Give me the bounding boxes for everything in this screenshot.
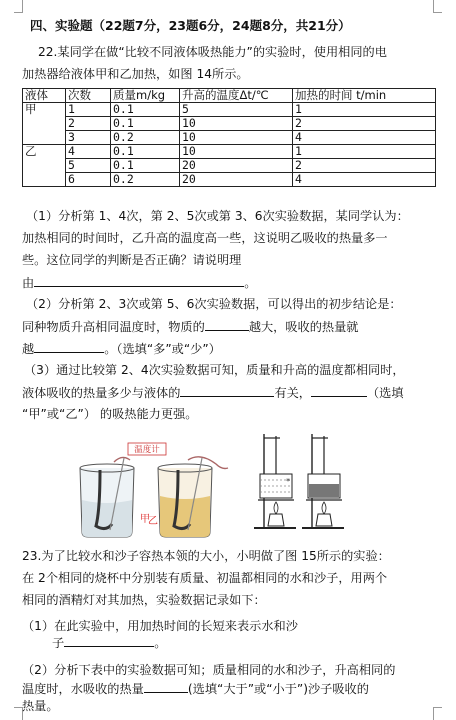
- corner-mark-top-left: [14, 0, 23, 13]
- table-row: [23, 159, 436, 173]
- answer-blank[interactable]: [205, 318, 249, 331]
- thermometer-label: 温度计: [134, 445, 160, 455]
- q22-part2-line2: [22, 318, 359, 335]
- table-header-cell: 质量m/kg: [111, 89, 180, 103]
- table-row: [23, 131, 436, 145]
- table-header-row: [23, 89, 436, 103]
- q22-part1-line4-text: 由: [22, 276, 35, 290]
- table-cell: 2: [66, 117, 111, 131]
- table-cell: 5: [66, 159, 111, 173]
- table-cell: 1: [293, 103, 436, 117]
- table-cell: 10: [180, 145, 293, 159]
- table-cell: 4: [293, 173, 436, 187]
- table-cell: 20: [180, 173, 293, 187]
- q22-part2-line2-end: 越大，吸收的热量就: [248, 320, 359, 334]
- q23-part1-line2: [52, 634, 166, 651]
- q22-part3-line3: “甲”或“乙”） 的吸热能力更强。: [22, 407, 198, 421]
- table-cell: 0.1: [111, 103, 180, 117]
- q23-part1-line1: （1）在此实验中，用加热时间的长短来表示水和沙: [22, 619, 298, 633]
- q22-part1-line4: [22, 274, 256, 291]
- data-table: [22, 88, 436, 187]
- table-cell: 10: [180, 131, 293, 145]
- q22-part2-line2-text: 同种物质升高相同温度时，物质的: [22, 320, 205, 334]
- q22-part2-line3: [22, 340, 221, 357]
- q22-part1-line2: 加热相同的时间时，乙升高的温度高一些，这说明乙吸收的热量多一: [22, 231, 388, 245]
- q23-part2-line1: （2）分析下表中的实验数据可知；质量相同的水和沙子，升高相同的: [22, 663, 396, 677]
- figure-15-apparatus: [250, 430, 360, 542]
- answer-blank[interactable]: [64, 634, 154, 647]
- table-cell: 0.1: [111, 159, 180, 173]
- answer-blank[interactable]: [34, 274, 244, 287]
- svg-text:*: *: [286, 477, 290, 486]
- q22-intro-line2: 加热器给液体甲和乙加热，如图 14所示。: [22, 67, 249, 81]
- table-cell: 4: [293, 131, 436, 145]
- q22-part1-line4-end: 。: [244, 276, 257, 290]
- table-cell: 0.1: [111, 117, 180, 131]
- table-cell: 10: [180, 117, 293, 131]
- q22-part2-line1: （2）分析第 2、3次或第 5、6次实验数据，可以得出的初步结论是：: [26, 297, 402, 311]
- q22-intro-line1: 22.某同学在做“比较不同液体吸热能力”的实验时，使用相同的电: [38, 45, 387, 59]
- section-title: 四、实验题（22题7分，23题6分，24题8分，共21分）: [30, 18, 351, 33]
- q23-part1-line2-text: 子: [52, 636, 65, 650]
- corner-mark-top-right: [433, 0, 442, 13]
- answer-blank[interactable]: [144, 680, 188, 693]
- q22-part3-line2-text: 液体吸收的热量多少与液体的: [22, 386, 181, 400]
- table-cell: 2: [293, 117, 436, 131]
- table-cell: 乙: [23, 145, 66, 187]
- table-cell: 甲: [23, 103, 66, 145]
- q22-part2-line3-text: 越: [22, 342, 35, 356]
- table-cell: 0.1: [111, 145, 180, 159]
- q22-part3-line2-mid: 有关，: [274, 386, 311, 400]
- table-header-cell: 液体: [23, 89, 66, 103]
- q23-part2-line3: 热量。: [22, 699, 59, 713]
- table-row: [23, 117, 436, 131]
- table-cell: 6: [66, 173, 111, 187]
- table-cell: 2: [293, 159, 436, 173]
- table-header-cell: 加热的时间 t/min: [293, 89, 436, 103]
- answer-blank[interactable]: [34, 340, 104, 353]
- table-cell: 1: [66, 103, 111, 117]
- corner-mark-bottom-right: [433, 707, 442, 720]
- q22-part3-line2: [22, 384, 404, 401]
- q22-part1-line3: 些。这位同学的判断是否正确？请说明理: [22, 253, 242, 267]
- answer-blank[interactable]: [180, 384, 274, 397]
- table-row: [23, 103, 436, 117]
- q23-line1: 23.为了比较水和沙子容热本领的大小，小明做了图 15所示的实验：: [22, 549, 390, 563]
- table-cell: 1: [293, 145, 436, 159]
- table-header-cell: 升高的温度Δt/℃: [180, 89, 293, 103]
- q23-part1-line2-end: 。: [154, 636, 167, 650]
- table-cell: 0.2: [111, 131, 180, 145]
- table-header-cell: 次数: [66, 89, 111, 103]
- table-row: [23, 173, 436, 187]
- table-cell: 0.2: [111, 173, 180, 187]
- q22-part3-line2-end: （选填: [367, 386, 404, 400]
- beaker-label-jia: 甲: [140, 514, 150, 525]
- q23-part2-line2: [22, 680, 369, 697]
- answer-blank[interactable]: [311, 384, 367, 397]
- table-cell: 5: [180, 103, 293, 117]
- figure-14-beakers: [70, 440, 230, 540]
- q22-part2-line3-end: 。（选填“多”或“少”）: [104, 342, 221, 356]
- q23-part2-line2-text: 温度时，水吸收的热量: [22, 682, 144, 696]
- q23-part2-line2-end: (选填“大于”或“小于”)沙子吸收的: [187, 682, 369, 696]
- table-row: [23, 145, 436, 159]
- q22-part1-line1: （1）分析第 1、4次，第 2、5次或第 3、6次实验数据，某同学认为：: [26, 209, 409, 223]
- q23-line3: 相同的酒精灯对其加热，实验数据记录如下：: [22, 593, 266, 607]
- beaker-label-yi: 乙: [148, 516, 158, 527]
- q23-line2: 在 2个相同的烧杯中分别装有质量、初温都相同的水和沙子，用两个: [22, 571, 388, 585]
- table-cell: 20: [180, 159, 293, 173]
- table-cell: 4: [66, 145, 111, 159]
- table-cell: 3: [66, 131, 111, 145]
- q22-part3-line1: （3）通过比较第 2、4次实验数据可知，质量和升高的温度都相同时，: [24, 363, 405, 377]
